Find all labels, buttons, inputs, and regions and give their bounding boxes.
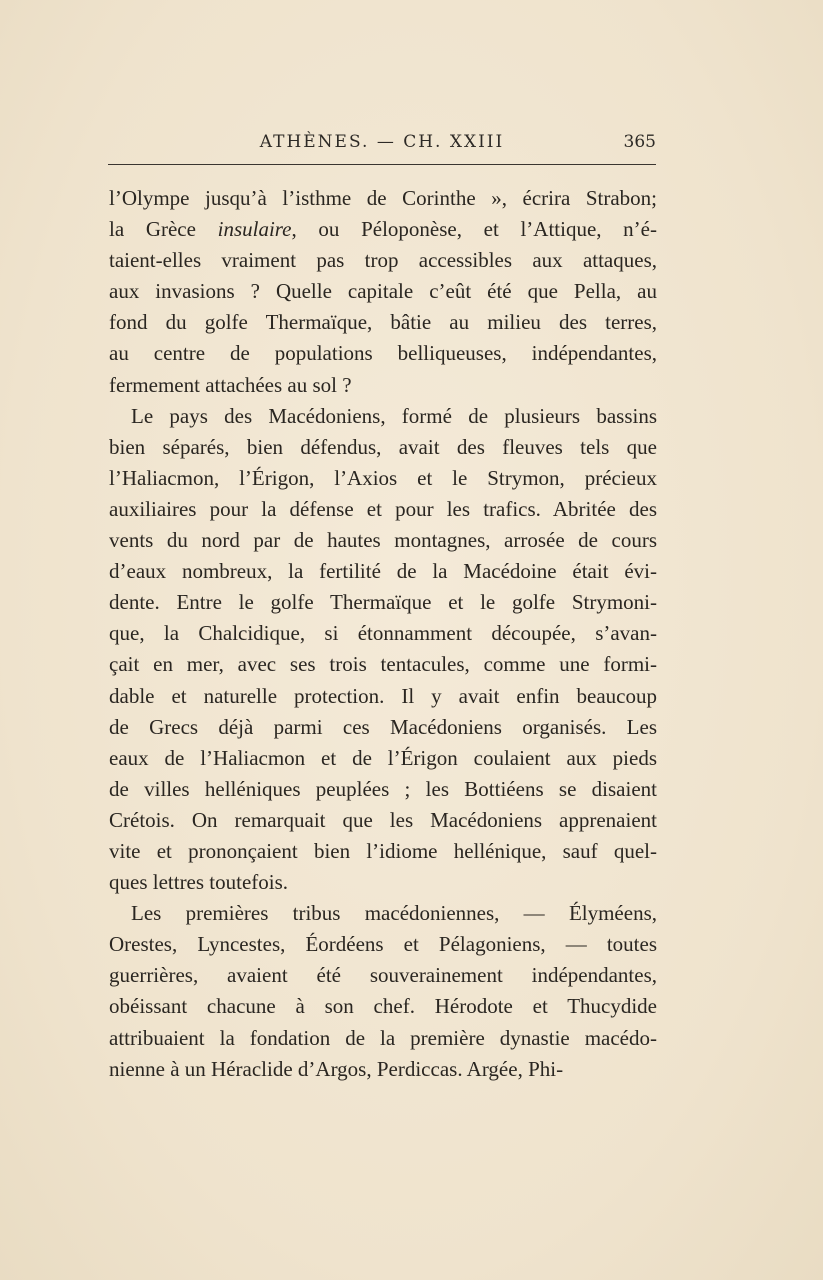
text-line: Les premières tribus macédoniennes, — Élyméens, [131,901,657,926]
text-line: guerrières, avaient été souverainement indépendantes, [109,963,657,988]
text-line: de Grecs déjà parmi ces Macédoniens organisés. Les [109,714,657,739]
text-line: Le pays des Macédoniens, formé de plusieurs bassins [131,403,657,428]
text-line: Crétois. On remarquait que les Macédoniens apprenaient [109,807,657,832]
text-line: dable et naturelle protection. Il y avait enfin beaucoup [109,683,657,708]
text-line: çait en mer, avec ses trois tentacules, comme une formi- [109,652,657,677]
text-line: au centre de populations belliqueuses, indépendantes, [109,341,657,366]
text-span: , ou Péloponèse, et l’Attique, n’é- [291,217,657,242]
header-rule [108,164,656,165]
text-line: Orestes, Lyncestes, Éordéens et Pélagoniens, — toutes [109,932,657,957]
text-line: obéissant chacune à son chef. Hérodote et Thucydide [109,994,657,1019]
italic-word: insulaire [217,217,292,242]
paragraph [109,183,657,401]
text-line: nienne à un Héraclide d’Argos, Perdiccas. Argée, Phi- [109,1056,564,1081]
text-line: fermement attachées au sol ? [109,372,352,397]
text-span: la Grèce [109,217,218,242]
text-line: eaux de l’Haliacmon et de l’Érigon coulaient aux pieds [109,745,657,770]
running-head [108,128,656,158]
text-line: vite et prononçaient bien l’idiome hellénique, sauf quel- [109,838,657,863]
text-line: ques lettres toutefois. [109,870,289,895]
text-line: auxiliaires pour la défense et pour les trafics. Abritée des [109,496,657,521]
text-line: que, la Chalcidique, si étonnamment découpée, s’avan- [109,621,657,646]
text-line: vents du nord par de hautes montagnes, arrosée de cours [109,528,657,553]
text-line [109,214,657,245]
text-line: fond du golfe Thermaïque, bâtie au milieu des terres, [109,310,657,335]
text-line: aux invasions ? Quelle capitale c’eût été que Pella, au [109,279,657,304]
text-line: l’Olympe jusqu’à l’isthme de Corinthe », écrira Strabon; [109,186,657,210]
text-line: bien séparés, bien défendus, avait des fleuves tels que [109,434,657,459]
text-line: de villes helléniques peuplées ; les Bottiéens se disaient [109,776,657,801]
paragraph [109,898,657,1085]
page-number: 365 [623,132,656,152]
text-line: attribuaient la fondation de la première dynastie macédo- [109,1025,657,1050]
text-line: l’Haliacmon, l’Érigon, l’Axios et le Strymon, précieux [109,465,657,490]
body-text [109,183,657,1085]
text-line: dente. Entre le golfe Thermaïque et le golfe Strymoni- [109,590,657,615]
text-line: taient-elles vraiment pas trop accessibles aux attaques, [109,248,657,273]
text-line: d’eaux nombreux, la fertilité de la Macédoine était évi- [109,559,657,584]
paragraph [109,401,657,899]
running-title: ATHÈNES. — CH. XXIII [259,132,505,152]
